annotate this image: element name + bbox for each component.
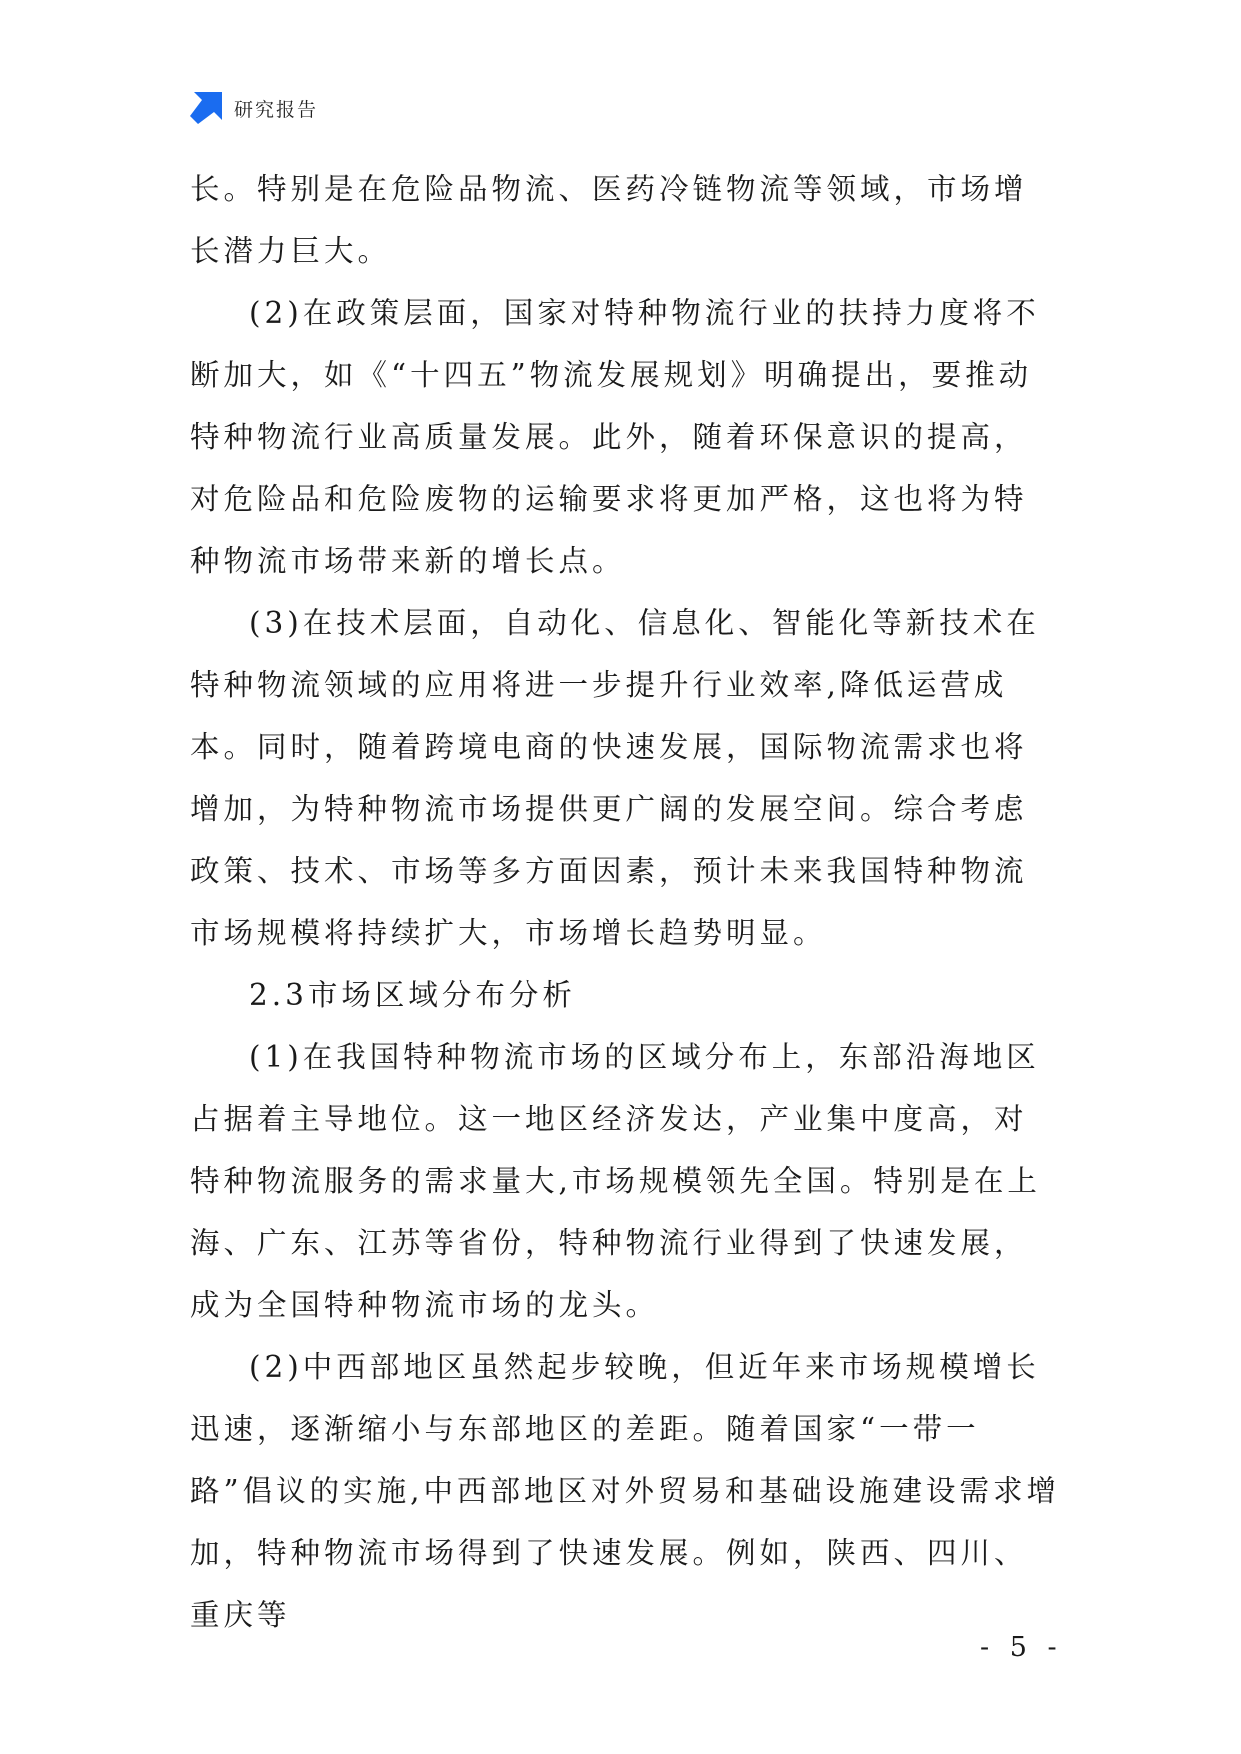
paragraph-technology: (3)在技术层面，自动化、信息化、智能化等新技术在特种物流领域的应用将进一步提升行业效率,降低运营成本。同时，随着跨境电商的快速发展，国际物流需求也将增加，为特种物流市场提供更广阔的发展空间。综合考虑政策、技术、市场等多方面因素，预计未来我国特种物流市场规模将持续扩大，市场增长趋势明显。 xyxy=(190,606,1040,950)
document-body xyxy=(190,158,1060,1646)
page-number: - 5 - xyxy=(980,1632,1063,1663)
header-title: 研究报告 xyxy=(234,98,319,121)
paragraph-policy: (2)在政策层面，国家对特种物流行业的扶持力度将不断加大，如《“十四五”物流发展规划》明确提出，要推动特种物流行业高质量发展。此外，随着环保意识的提高，对危险品和危险废物的运输要求将更加严格，这也将为特种物流市场带来新的增长点。 xyxy=(190,296,1040,578)
arrow-up-right-logo-icon xyxy=(190,92,222,124)
paragraph-central-western-region: (2)中西部地区虽然起步较晚，但近年来市场规模增长迅速，逐渐缩小与东部地区的差距。随着国家“一带一路”倡议的实施,中西部地区对外贸易和基础设施建设需求增加，特种物流市场得到了快速发展。例如，陕西、四川、重庆等 xyxy=(190,1350,1060,1632)
page-header xyxy=(190,88,318,128)
paragraph-eastern-region: (1)在我国特种物流市场的区域分布上，东部沿海地区占据着主导地位。这一地区经济发达，产业集中度高，对特种物流服务的需求量大,市场规模领先全国。特别是在上海、广东、江苏等省份，特种物流行业得到了快速发展，成为全国特种物流市场的龙头。 xyxy=(190,1040,1041,1322)
paragraph-continuation: 长。特别是在危险品物流、医药冷链物流等领域，市场增长潜力巨大。 xyxy=(190,172,1028,268)
section-heading: 2.3市场区域分布分析 xyxy=(249,978,576,1012)
